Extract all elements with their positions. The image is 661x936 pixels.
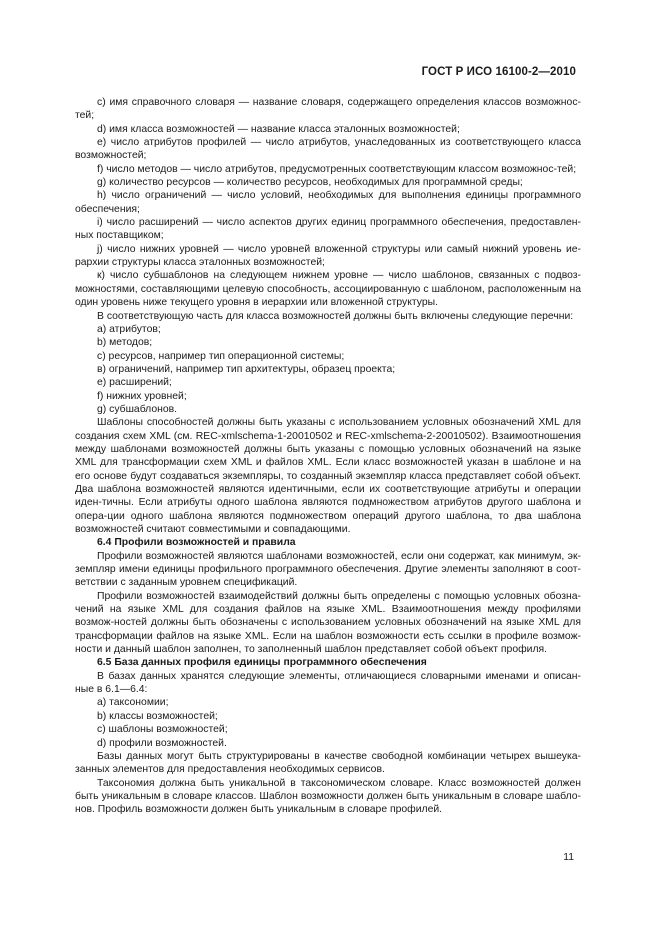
paragraph-capability-profiles: Профили возможностей являются шаблонами возможностей, если они содержат, как минимум, эк-земпляр имени единицы профильного программного обеспечения. Другие элементы заполняют в соот-ветствии с заданным уровнем спецификаций. <box>75 550 581 589</box>
list-item-c-reference-dictionary: с) имя справочного словаря — название словаря, содержащего определения классов возможнос-тей; <box>75 97 581 122</box>
list-item-methods: b) методов; <box>97 337 153 349</box>
list-item-g-resources: g) количество ресурсов — количество ресурсов, необходимых для программной среды; <box>97 177 523 189</box>
paragraph-interaction-profiles-xml: Профили возможностей взаимодействий должны быть определены с помощью условных обозна-чений на языке XML для создания файлов на языке XML. Взаимоотношения между профилями возмож-ностей должны быть обозначены с использованием условных обозначений на языке XML для трансформации файлов на языке XML. Если на шаблон возможности есть ссылки в профиле возмож-ности и данный шаблон заполнен, то заполненный шаблон представляет собой объект профиля. <box>75 590 581 656</box>
list-item-taxonomies: а) таксономии; <box>97 697 169 709</box>
body-text <box>75 96 581 817</box>
list-item-attributes: а) атрибутов; <box>97 323 161 335</box>
list-item-i-extensions: i) число расширений — число аспектов других единиц программного обеспечения, предоставлен-ных поставщиком; <box>75 217 581 242</box>
list-item-capability-profiles: d) профили возможностей. <box>97 737 227 749</box>
list-item-capability-classes: b) классы возможностей; <box>97 710 218 722</box>
list-item-d-capability-class-name: d) имя класса возможностей — название класса эталонных возможностей; <box>97 123 460 135</box>
list-item-subtemplates: g) субшаблонов. <box>97 403 178 415</box>
list-item-capability-templates: с) шаблоны возможностей; <box>97 724 228 736</box>
paragraph-capability-templates-xml: Шаблоны способностей должны быть указаны с использованием условных обозначений XML для создания схем XML (см. REC-xmlschema-1-20010502 и REC-xmlschema-2-20010502). Взаимоотношения между шаблонами возможностей должны быть указаны с помощью условных обозначений на языке XML для трансформации схем XML и файлов XML. Если класс возможностей указан в шаблоне и на его основе будут создаваться экземпляры, то созданный экземпляр класса представляет собой объект. Два шаблона возможностей являются идентичными, если их соответствующие атрибуты и операции иден-тичны. Если атрибуты одного шаблона являются подмножеством атрибутов другого шаблона и опера-ции одного шаблона являются подмножеством операций другого шаблона, то два шаблона возможностей считают совместимыми и совпадающими. <box>75 417 581 535</box>
page-number: 11 <box>563 852 574 863</box>
list-item-extensions: е) расширений; <box>97 377 172 389</box>
list-item-h-constraints: h) число ограничений — число условий, необходимых для выполнения единицы программного обеспечения; <box>75 190 581 215</box>
paragraph-class-lists-intro: В соответствующую часть для класса возможностей должны быть включены следующие перечни: <box>97 310 574 322</box>
paragraph-database-elements-intro: В базах данных хранятся следующие элементы, отличающиеся словарными именами и описан-ные в 6.1—6.4: <box>75 670 581 696</box>
section-heading-6-4: 6.4 Профили возможностей и правила <box>97 537 296 549</box>
list-item-lower-levels: f) нижних уровней; <box>97 390 187 402</box>
list-item-e-profile-attributes: е) число атрибутов профилей — число атрибутов, унаследованных из соответствующего класса возможностей; <box>75 137 581 162</box>
document-id-header: ГОСТ Р ИСО 16100-2—2010 <box>421 66 576 78</box>
paragraph-uniqueness-rules: Таксономия должна быть уникальной в таксономическом словаре. Класс возможностей должен быть уникальным в словаре классов. Шаблон возможности должен быть уникальным в словаре шабло-нов. Профиль возможности должен быть уникальным в словаре профилей. <box>75 777 581 816</box>
paragraph-database-structure: Базы данных могут быть структурированы в качестве свободной комбинации четырех вышеука-занных элементов для предоставления необходимых сервисов. <box>75 750 581 776</box>
list-item-j-lower-levels: j) число нижних уровней — число уровней вложенной структуры или самый нижний уровень ие-рархии структуры класса эталонных возможностей; <box>75 243 581 269</box>
list-item-k-subtemplates: к) число субшаблонов на следующем нижнем уровне — число шаблонов, связанных с подвоз-можностями, составляющими целевую способность, ассоциированную с шаблоном, расположенным на один уровень ниже текущего уровня в иерархии или вложенной структуры. <box>75 270 581 309</box>
list-item-f-methods: f) число методов — число атрибутов, предусмотренных соответствующим классом возможнос-тей; <box>97 163 577 175</box>
list-item-constraints: в) ограничений, например тип архитектуры, образец проекта; <box>97 363 396 375</box>
section-heading-6-5: 6.5 База данных профиля единицы программного обеспечения <box>97 657 427 669</box>
list-item-resources: с) ресурсов, например тип операционной системы; <box>97 350 345 362</box>
